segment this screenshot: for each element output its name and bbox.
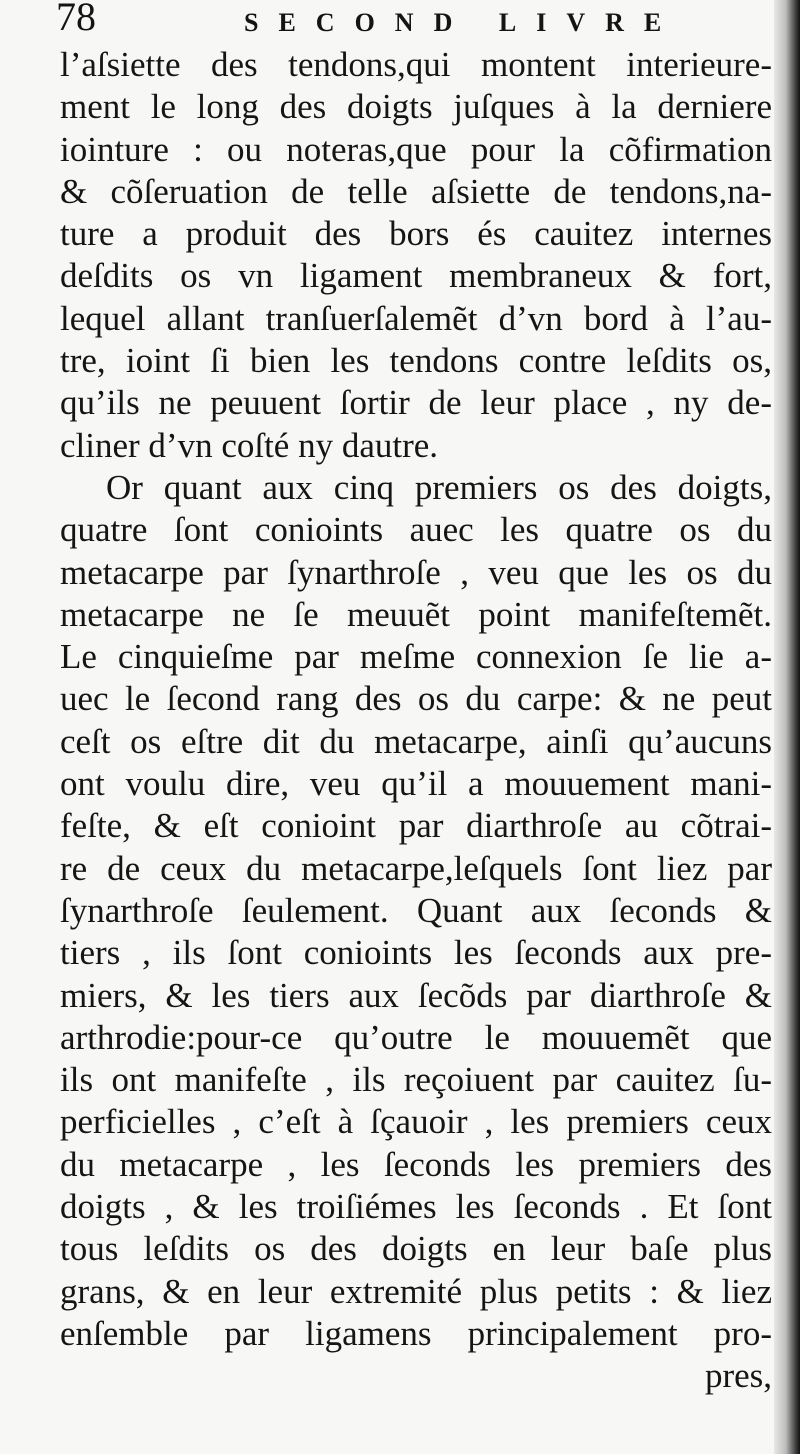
- text-line: ment le long des doigts juſques à la derniere: [60, 87, 772, 127]
- text-line: ils ont manifeſte , ils reçoiuent par cauitez ſu-: [60, 1060, 772, 1100]
- text-line: uec le ſecond rang des os du carpe: & ne peut: [60, 679, 772, 719]
- text-line: ſynarthroſe ſeulement. Quant aux ſeconds &: [60, 890, 772, 930]
- text-line: & cõſeruation de telle aſsiette de tendons,na-: [60, 171, 772, 211]
- text-line: ceſt os eſtre dit du metacarpe, ainſi qu’aucuns: [60, 721, 772, 761]
- text-line: enſemble par ligamens principalement pro-: [60, 1313, 772, 1353]
- text-line: grans, & en leur extremité plus petits : & liez: [60, 1271, 772, 1311]
- text-line: miers, & les tiers aux ſecõds par diarthroſe &: [60, 975, 772, 1015]
- text-line: ture a produit des bors és cauitez internes: [60, 214, 772, 254]
- text-line: deſdits os vn ligament membraneux & fort,: [60, 256, 772, 296]
- text-line: metacarpe par ſynarthroſe , veu que les os du: [60, 552, 772, 592]
- text-line: tiers , ils ſont conioints les ſeconds aux pre-: [60, 933, 772, 973]
- page-gutter-shadow: [774, 0, 800, 1454]
- text-line: perficielles , c’eſt à ſçauoir , les premiers ceux: [60, 1102, 772, 1142]
- running-head: [56, 2, 756, 44]
- text-line: re de ceux du metacarpe,leſquels ſont liez par: [60, 848, 772, 888]
- text-line: arthrodie:pour-ce qu’outre le mouuemẽt que: [60, 1017, 772, 1057]
- paragraph-first-line: Or quant aux cinq premiers os des doigts,: [106, 467, 772, 507]
- text-line: lequel allant tranſuerſalemẽt d’vn bord à l’au-: [60, 298, 772, 338]
- text-line: quatre ſont conioints auec les quatre os du: [60, 510, 772, 550]
- text-line: l’aſsiette des tendons,qui montent interieure-: [60, 45, 772, 84]
- body-text: [60, 44, 772, 1398]
- text-line: tre, ioint ſi bien les tendons contre leſdits os,: [60, 341, 772, 381]
- paragraph-end-line: cliner d’vn coſté ny dautre.: [60, 425, 439, 465]
- text-line: feſte, & eſt conioint par diarthroſe au cõtrai-: [60, 806, 772, 846]
- text-line: ont voulu dire, veu qu’il a mouuement mani-: [60, 764, 772, 804]
- text-line: qu’ils ne peuuent ſortir de leur place , ny de-: [60, 383, 772, 423]
- catchword: pres,: [704, 1356, 772, 1396]
- text-line: du metacarpe , les ſeconds les premiers des: [60, 1144, 772, 1184]
- text-line: doigts , & les troiſiémes les ſeconds . Et ſont: [60, 1187, 772, 1227]
- text-line: iointure : ou noteras,que pour la cõfirmation: [60, 129, 772, 169]
- text-line: Le cinquieſme par meſme connexion ſe lie a-: [60, 637, 772, 677]
- running-title: SECOND LIVRE: [244, 8, 682, 37]
- text-line: tous leſdits os des doigts en leur baſe plus: [60, 1229, 772, 1269]
- page-number: 78: [56, 0, 96, 39]
- text-line: metacarpe ne ſe meuuẽt point manifeſtemẽt.: [60, 594, 772, 634]
